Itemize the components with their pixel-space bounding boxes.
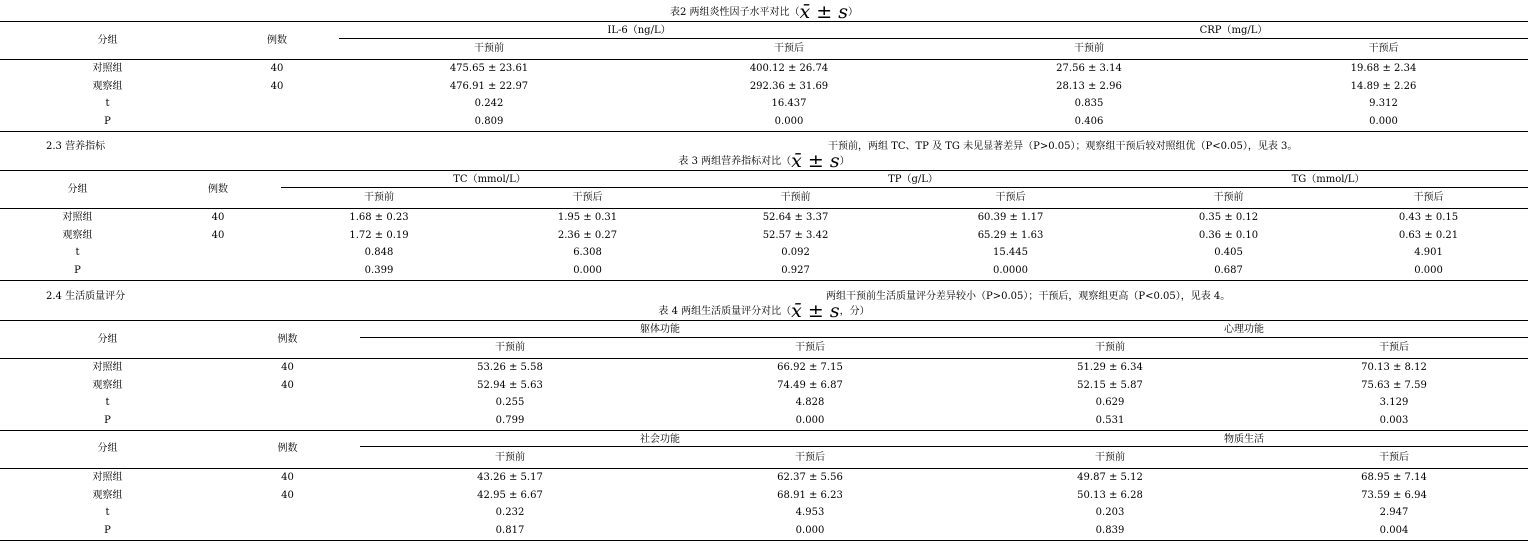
table-cell: 40 (281, 471, 294, 483)
table4-col-group-header: 分组 (0, 430, 215, 468)
table-cell: 43.26 ± 5.17 (477, 471, 543, 483)
table-row (0, 522, 1528, 540)
table4-sub-header: 干预后 (660, 337, 960, 358)
table3-group-header: TC（mmol/L） (281, 171, 698, 188)
table-cell: 对照组 (92, 471, 123, 483)
table-cell: 74.49 ± 6.87 (777, 379, 843, 391)
table2-col-group-header: 分组 (0, 22, 215, 60)
table-cell (215, 95, 339, 113)
table-cell: t (75, 247, 80, 259)
table-cell: 40 (270, 80, 284, 92)
table3-sub-header: 干预后 (893, 187, 1128, 208)
table-cell: P (104, 415, 111, 427)
table-cell: 0.927 (698, 262, 893, 280)
table-cell (215, 394, 360, 412)
table-cell: 52.15 ± 5.87 (1077, 379, 1143, 391)
table4-group-header: 心理功能 (960, 321, 1528, 338)
table-cell: 对照组 (92, 362, 123, 373)
table-cell: 4.901 (1414, 247, 1443, 259)
table-cell: 0.63 ± 0.21 (1398, 229, 1459, 241)
table4 (0, 320, 1528, 541)
table-cell: 52.94 ± 5.63 (477, 379, 543, 391)
table-cell: 60.39 ± 1.17 (977, 212, 1044, 223)
table-cell: 0.835 (1074, 98, 1104, 110)
table-cell: 70.13 ± 8.12 (1361, 362, 1427, 373)
table-cell (155, 244, 281, 262)
table-cell: 1.95 ± 0.31 (557, 212, 618, 223)
table-cell: 观察组 (62, 229, 93, 241)
table-cell: 49.87 ± 5.12 (1077, 471, 1143, 483)
table-row (0, 60, 1528, 78)
table3-sub-header: 干预前 (698, 187, 893, 208)
table-row (0, 227, 1528, 245)
table-cell: 0.799 (495, 415, 525, 427)
table-cell: 0.36 ± 0.10 (1198, 229, 1259, 241)
table-cell: 1.68 ± 0.23 (349, 212, 409, 223)
table-cell: 475.65 ± 23.61 (449, 63, 529, 74)
table-cell: 65.29 ± 1.63 (977, 229, 1044, 241)
table-row (0, 412, 1528, 430)
table-cell: 0.000 (795, 415, 825, 427)
table4-group-header: 躯体功能 (360, 321, 960, 338)
table-cell: 0.531 (1095, 415, 1125, 427)
table3-header-row-1 (0, 171, 1528, 188)
table4-sub-header: 干预前 (960, 337, 1260, 358)
table-cell: 0.004 (1260, 522, 1528, 540)
table-cell: 400.12 ± 26.74 (749, 63, 829, 74)
table-cell: t (105, 98, 110, 110)
table-cell: 0.405 (1214, 247, 1243, 259)
table-cell: 52.57 ± 3.42 (762, 229, 829, 241)
mean-sd-symbol: x̄ ± s (791, 150, 840, 172)
table4-group-header: 物质生活 (960, 430, 1528, 447)
table2-sub-header: 干预后 (1239, 38, 1528, 59)
table-cell: 40 (281, 379, 294, 391)
table3-group-header: TG（mmol/L） (1128, 171, 1528, 188)
table-cell: 292.36 ± 31.69 (749, 80, 829, 92)
table-cell: P (0, 113, 215, 131)
table-cell: 1.72 ± 0.19 (349, 229, 409, 241)
table-cell: 68.95 ± 7.14 (1361, 471, 1427, 483)
table-cell (215, 504, 360, 522)
table4-sub-header: 干预后 (660, 447, 960, 468)
table-cell: 2.36 ± 0.27 (557, 229, 618, 241)
table-cell: 对照组 (62, 212, 93, 223)
table-row (0, 359, 1528, 377)
table-cell (155, 262, 281, 280)
table-cell: 0.000 (477, 262, 698, 280)
table-cell: 0.000 (1239, 113, 1528, 131)
table4-group-header: 社会功能 (360, 430, 960, 447)
table-cell (215, 113, 339, 131)
table-cell: 16.437 (771, 98, 807, 110)
table-cell: 476.91 ± 22.97 (449, 80, 529, 92)
table-row (0, 394, 1528, 412)
table4-sub-header: 干预前 (360, 447, 660, 468)
table3-caption (0, 150, 1528, 172)
table-cell: 40 (270, 63, 284, 74)
table-cell: 14.89 ± 2.26 (1350, 80, 1417, 92)
table-cell: 73.59 ± 6.94 (1361, 489, 1427, 501)
table4-col-n-header: 例数 (215, 430, 360, 468)
table-row (0, 113, 1528, 131)
table-cell: t (105, 397, 110, 409)
table-cell: P (0, 262, 155, 280)
table-cell: 0.0000 (893, 262, 1128, 280)
section-heading-2-4: 2.4 生活质量评分 (46, 291, 126, 302)
table-cell: 0.000 (639, 113, 939, 131)
table3 (0, 170, 1528, 281)
table-cell: P (0, 522, 215, 540)
table-cell: 19.68 ± 2.34 (1350, 63, 1417, 74)
table-cell: 0.848 (364, 247, 394, 259)
table-cell: 42.95 ± 6.67 (477, 489, 543, 501)
table-cell: 观察组 (92, 379, 123, 391)
table-cell: 4.953 (795, 507, 825, 519)
table4-col-group-header: 分组 (0, 321, 215, 359)
table2-group-header: IL-6（ng/L） (339, 22, 939, 39)
table-cell: 0.817 (360, 522, 660, 540)
table-cell: 2.947 (1379, 507, 1409, 519)
table-cell: 66.92 ± 7.15 (777, 362, 843, 373)
table-cell: 40 (211, 212, 225, 223)
table2-group-header: CRP（mg/L） (939, 22, 1528, 39)
table-cell: 53.26 ± 5.58 (477, 362, 543, 373)
table-cell: 4.828 (795, 397, 825, 409)
table-cell: 0.35 ± 0.12 (1198, 212, 1259, 223)
table4-sub-header: 干预前 (960, 447, 1260, 468)
table-cell (215, 522, 360, 540)
table3-caption-suffix: ） (839, 156, 850, 167)
table2-header-row-1 (0, 22, 1528, 39)
table4-caption-suffix: ，分） (839, 306, 870, 317)
table-cell: 62.37 ± 5.56 (777, 471, 843, 483)
table-row (0, 377, 1528, 395)
table-cell: 15.445 (993, 247, 1029, 259)
table2-caption (0, 1, 1528, 23)
table-cell: 50.13 ± 6.28 (1077, 489, 1143, 501)
table-cell: 观察组 (92, 80, 123, 92)
table4-sub-header: 干预后 (1260, 337, 1528, 358)
table2-sub-header: 干预前 (339, 38, 639, 59)
table-cell: 40 (281, 362, 294, 373)
table3-sub-header: 干预前 (281, 187, 477, 208)
section-note-2-4: 两组干预前生活质量评分差异较小（P>0.05）；干预后，观察组更高（P<0.05），见表 4。 (826, 291, 1231, 302)
section-heading-2-3: 2.3 营养指标 (46, 141, 106, 152)
table-cell: 27.56 ± 3.14 (1056, 63, 1122, 74)
table-cell: 0.43 ± 0.15 (1398, 212, 1459, 223)
table3-col-n-header: 例数 (155, 171, 281, 209)
table3-group-header: TP（g/L） (698, 171, 1128, 188)
table4-header-row-1 (0, 321, 1528, 338)
table-cell: 0.092 (781, 247, 810, 259)
table-cell: 0.255 (495, 397, 525, 409)
table3-sub-header: 干预前 (1128, 187, 1329, 208)
table4-caption (0, 300, 1528, 322)
table2-caption-suffix: ） (848, 7, 858, 18)
table3-caption-prefix: 表 3 两组营养指标对比（ (678, 156, 792, 167)
table-cell: 0.000 (660, 522, 960, 540)
table-row (0, 95, 1528, 113)
table2-col-n-header: 例数 (215, 22, 339, 60)
table-cell: 0.203 (1095, 507, 1125, 519)
table-row (0, 487, 1528, 505)
table-cell: 对照组 (92, 63, 123, 74)
table2-sub-header: 干预前 (939, 38, 1239, 59)
table-row (0, 209, 1528, 227)
table4-col-n-header: 例数 (215, 321, 360, 359)
table-cell: 0.809 (339, 113, 639, 131)
table-cell: 0.399 (281, 262, 477, 280)
table-cell: 0.000 (1329, 262, 1528, 280)
table2 (0, 21, 1528, 132)
table-cell: 0.406 (939, 113, 1239, 131)
table3-col-group-header: 分组 (0, 171, 155, 209)
table-cell: t (105, 507, 110, 519)
table-cell: 28.13 ± 2.96 (1056, 80, 1122, 92)
table4-sub-header: 干预前 (360, 337, 660, 358)
table-cell: 0.629 (1095, 397, 1125, 409)
table2-sub-header: 干预后 (639, 38, 939, 59)
table4-caption-prefix: 表 4 两组生活质量评分对比（ (658, 306, 792, 317)
table-cell: 51.29 ± 6.34 (1077, 362, 1143, 373)
table-cell: 0.003 (1379, 415, 1409, 427)
table-cell: 3.129 (1379, 397, 1409, 409)
table-row (0, 468, 1528, 486)
section-note-2-3: 干预前，两组 TC、TP 及 TG 未见显著差异（P>0.05）；观察组干预后较对照组优（P<0.05），见表 3。 (828, 141, 1298, 152)
mean-sd-symbol: x̄ ± s (799, 1, 848, 23)
table-cell: 6.308 (573, 247, 602, 259)
table-cell: 52.64 ± 3.37 (762, 212, 829, 223)
table4-sub-header: 干预后 (1260, 447, 1528, 468)
table-cell: 75.63 ± 7.59 (1361, 379, 1427, 391)
table-cell: 0.232 (495, 507, 525, 519)
table-cell: 9.312 (1369, 98, 1398, 110)
mean-sd-symbol: x̄ ± s (791, 300, 840, 322)
table3-sub-header: 干预后 (477, 187, 698, 208)
table-cell: 0.242 (474, 98, 504, 110)
table-row (0, 262, 1528, 280)
table2-caption-prefix: 表2 两组炎性因子水平对比（ (669, 7, 800, 18)
table-cell: 0.839 (960, 522, 1260, 540)
table-row (0, 504, 1528, 522)
table-cell: 40 (211, 229, 225, 241)
table-cell: 40 (281, 489, 294, 501)
table-cell: 68.91 ± 6.23 (777, 489, 843, 501)
table4-header-row-3 (0, 430, 1528, 447)
table-row (0, 244, 1528, 262)
table-cell (215, 412, 360, 430)
table3-sub-header: 干预后 (1329, 187, 1528, 208)
table-row (0, 78, 1528, 96)
table-cell: 观察组 (92, 489, 123, 501)
table-cell: 0.687 (1128, 262, 1329, 280)
